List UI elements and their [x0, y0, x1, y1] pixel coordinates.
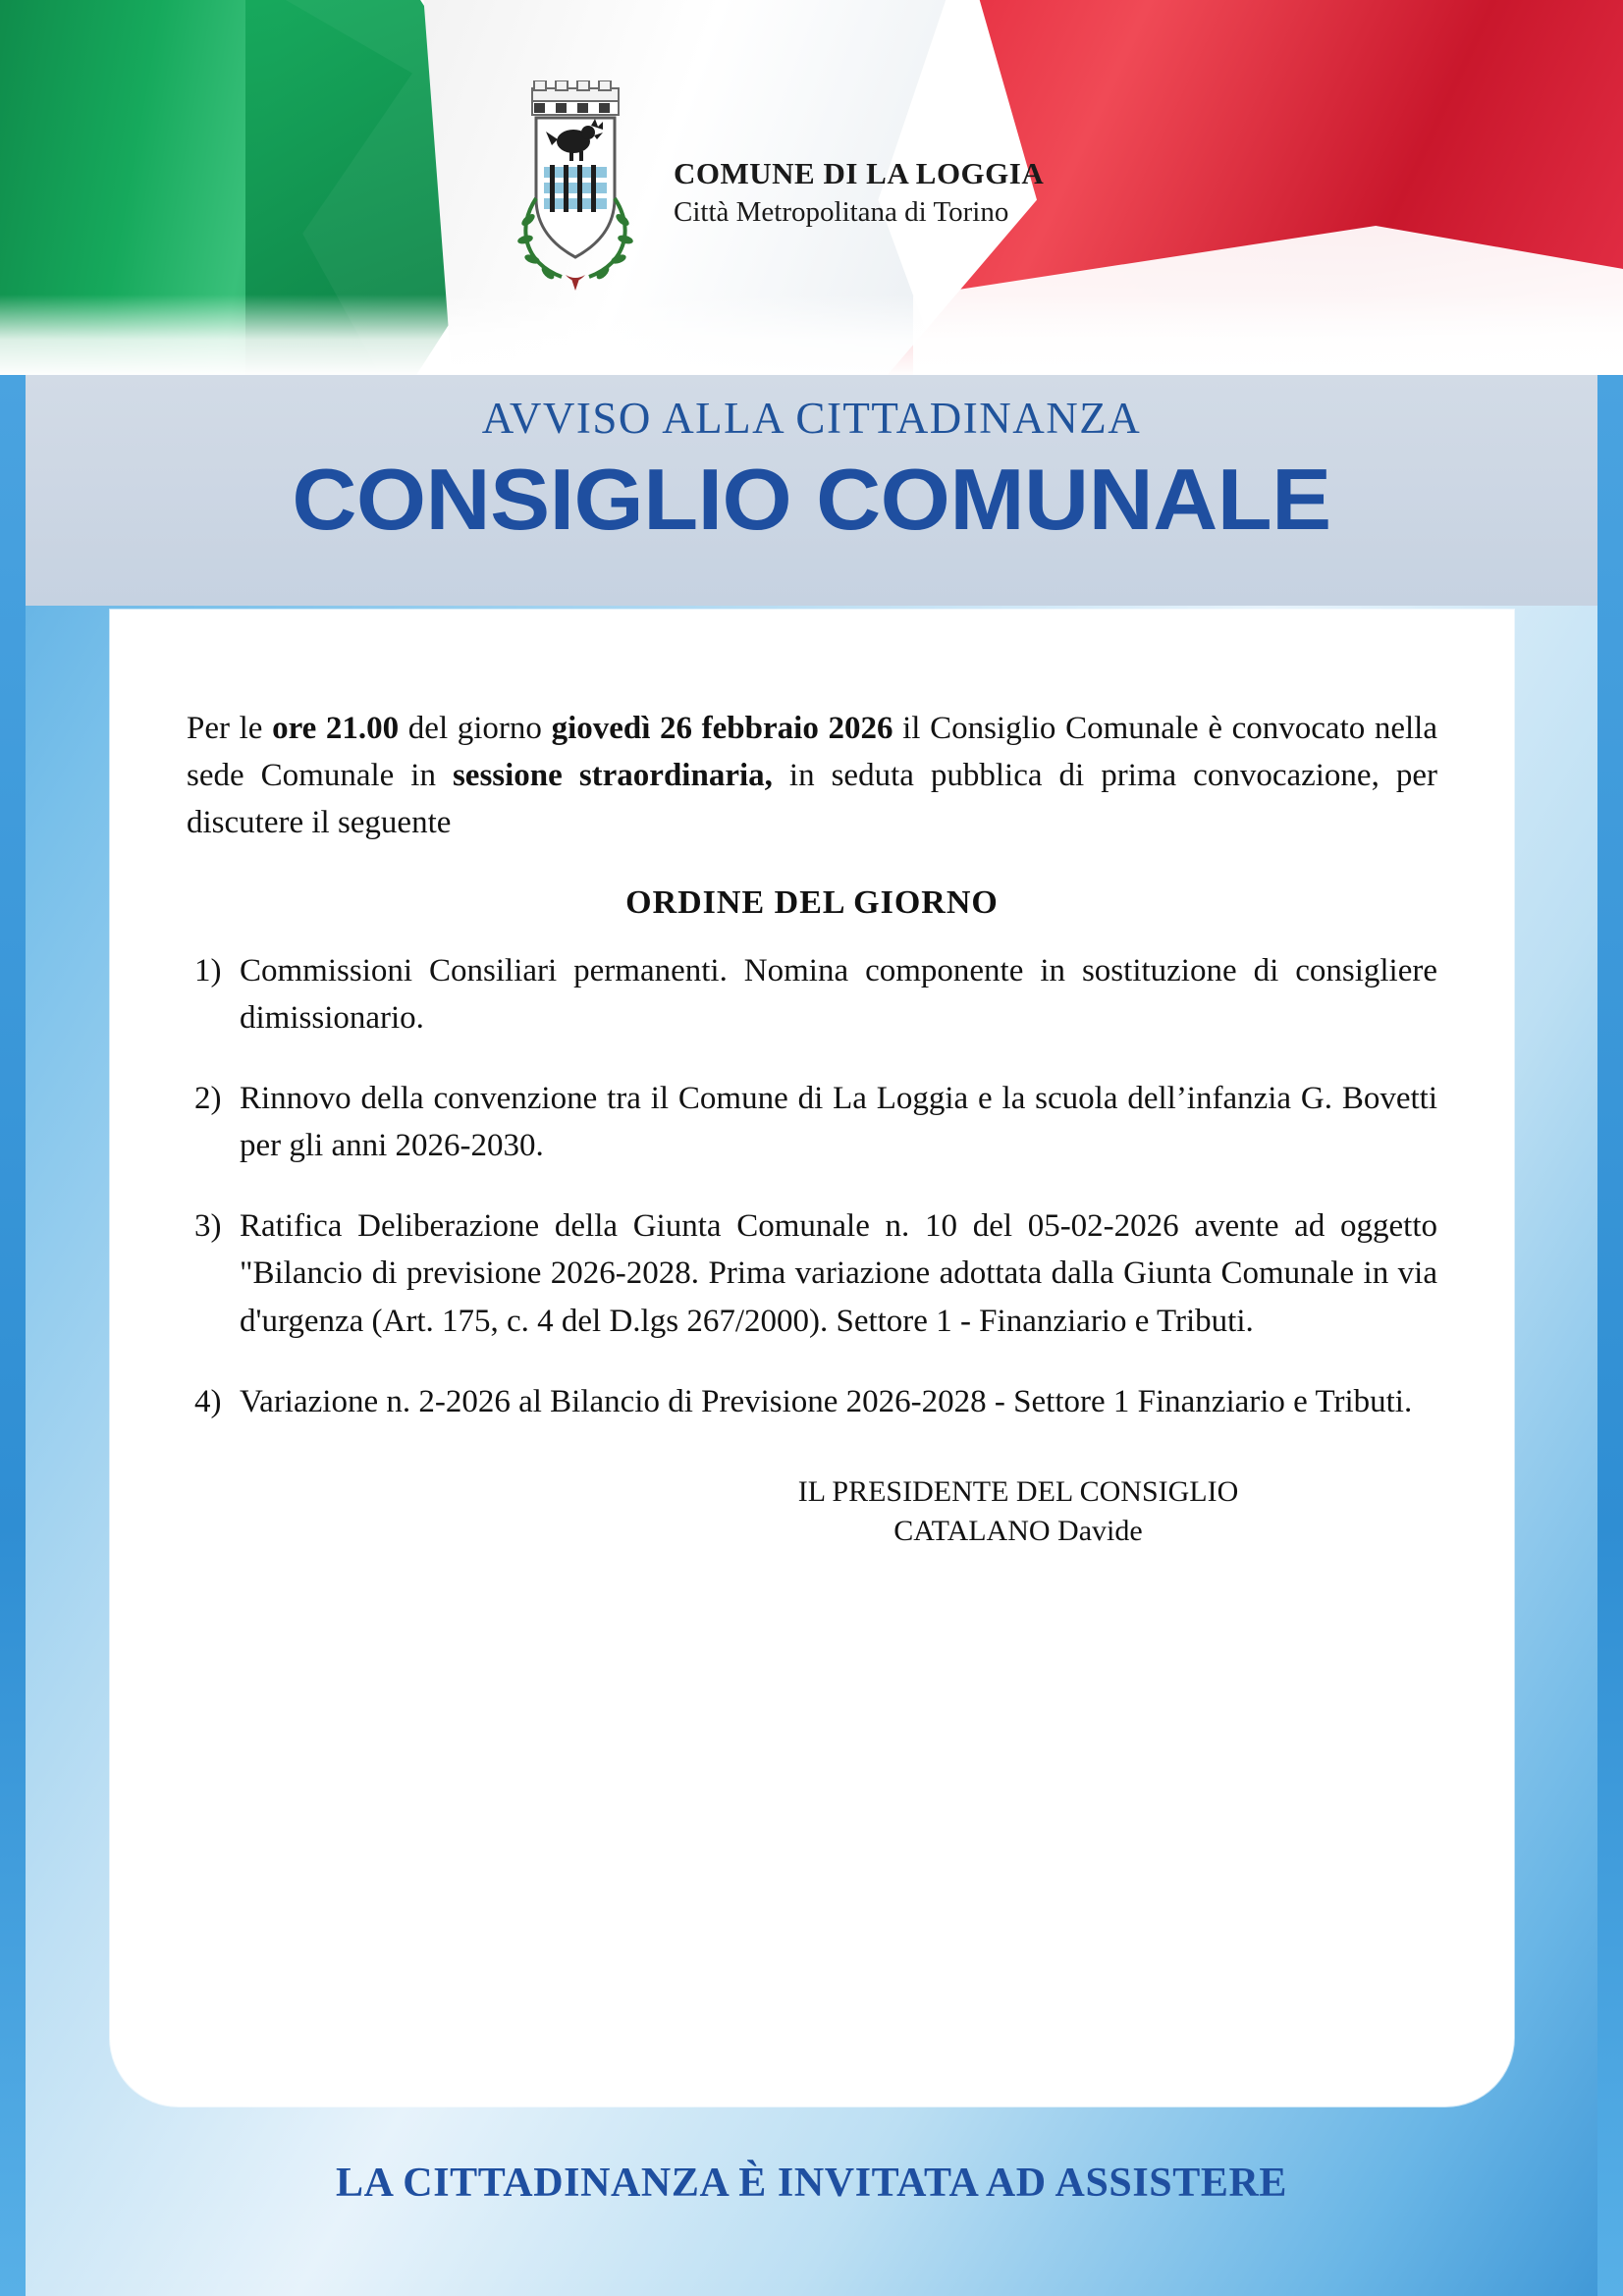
- meeting-date: giovedì 26 febbraio 2026: [551, 711, 893, 746]
- right-edge-bar: [1597, 375, 1623, 2296]
- intro-paragraph: [187, 705, 1437, 847]
- signature-name: CATALANO Davide: [893, 1515, 1143, 1548]
- signature-block: [187, 1472, 1437, 1552]
- footer-note: LA CITTADINANZA È INVITATA AD ASSISTERE: [335, 2161, 1288, 2206]
- item-text: Rinnovo della convenzione tra il Comune di La Loggia e la scuola dell’infanzia G. Bovetti per gli anni 2026-2030.: [240, 1080, 1437, 1164]
- flag-fade: [0, 294, 1623, 375]
- list-item: [187, 1202, 1437, 1345]
- item-number: 1): [194, 952, 222, 988]
- agenda-heading: ORDINE DEL GIORNO: [625, 883, 999, 921]
- item-text: Ratifica Deliberazione della Giunta Comunale n. 10 del 05-02-2026 avente ad oggetto "Bilancio di previsione 2026-2028. Prima variazione adottata dalla Giunta Comunale in via d'urgenza (Art. 175, c. 4 del D.lgs 267/2000). Settore 1 - Finanziario e Tributi.: [240, 1208, 1437, 1339]
- item-number: 2): [194, 1080, 222, 1116]
- list-item: [187, 1075, 1437, 1169]
- list-item: [187, 1378, 1437, 1425]
- item-text: Variazione n. 2-2026 al Bilancio di Previsione 2026-2028 - Settore 1 Finanziario e Tributi.: [240, 1383, 1413, 1419]
- intro-text-2: del giorno: [399, 711, 552, 746]
- list-item: [187, 947, 1437, 1041]
- organization-block: [674, 157, 1044, 229]
- meeting-time: ore 21.00: [272, 711, 400, 746]
- organization-name: COMUNE DI LA LOGGIA: [674, 156, 1045, 190]
- content-card: [110, 610, 1514, 2107]
- item-number: 4): [194, 1383, 222, 1419]
- agenda-list: [187, 947, 1437, 1425]
- item-number: 3): [194, 1208, 222, 1245]
- left-edge-bar: [0, 375, 26, 2296]
- intro-text-3: il Consiglio Comunale è convocato nella sede Comunale in: [187, 711, 1437, 794]
- page-title: CONSIGLIO COMUNALE: [292, 451, 1331, 548]
- intro-text-4: in seduta pubblica di prima convocazione, per discutere il seguente: [187, 758, 1437, 841]
- session-type: sessione straordinaria,: [452, 758, 773, 794]
- item-text: Commissioni Consiliari permanenti. Nomina componente in sostituzione di consigliere dimissionario.: [240, 952, 1437, 1036]
- organization-subtitle: Città Metropolitana di Torino: [674, 196, 1009, 229]
- intro-text-1: Per le: [187, 711, 273, 746]
- signature-role: IL PRESIDENTE DEL CONSIGLIO: [797, 1474, 1239, 1508]
- coat-of-arms-icon: [507, 80, 644, 292]
- title-band: [25, 375, 1598, 606]
- notice-kicker: AVVISO ALLA CITTADINANZA: [481, 394, 1142, 443]
